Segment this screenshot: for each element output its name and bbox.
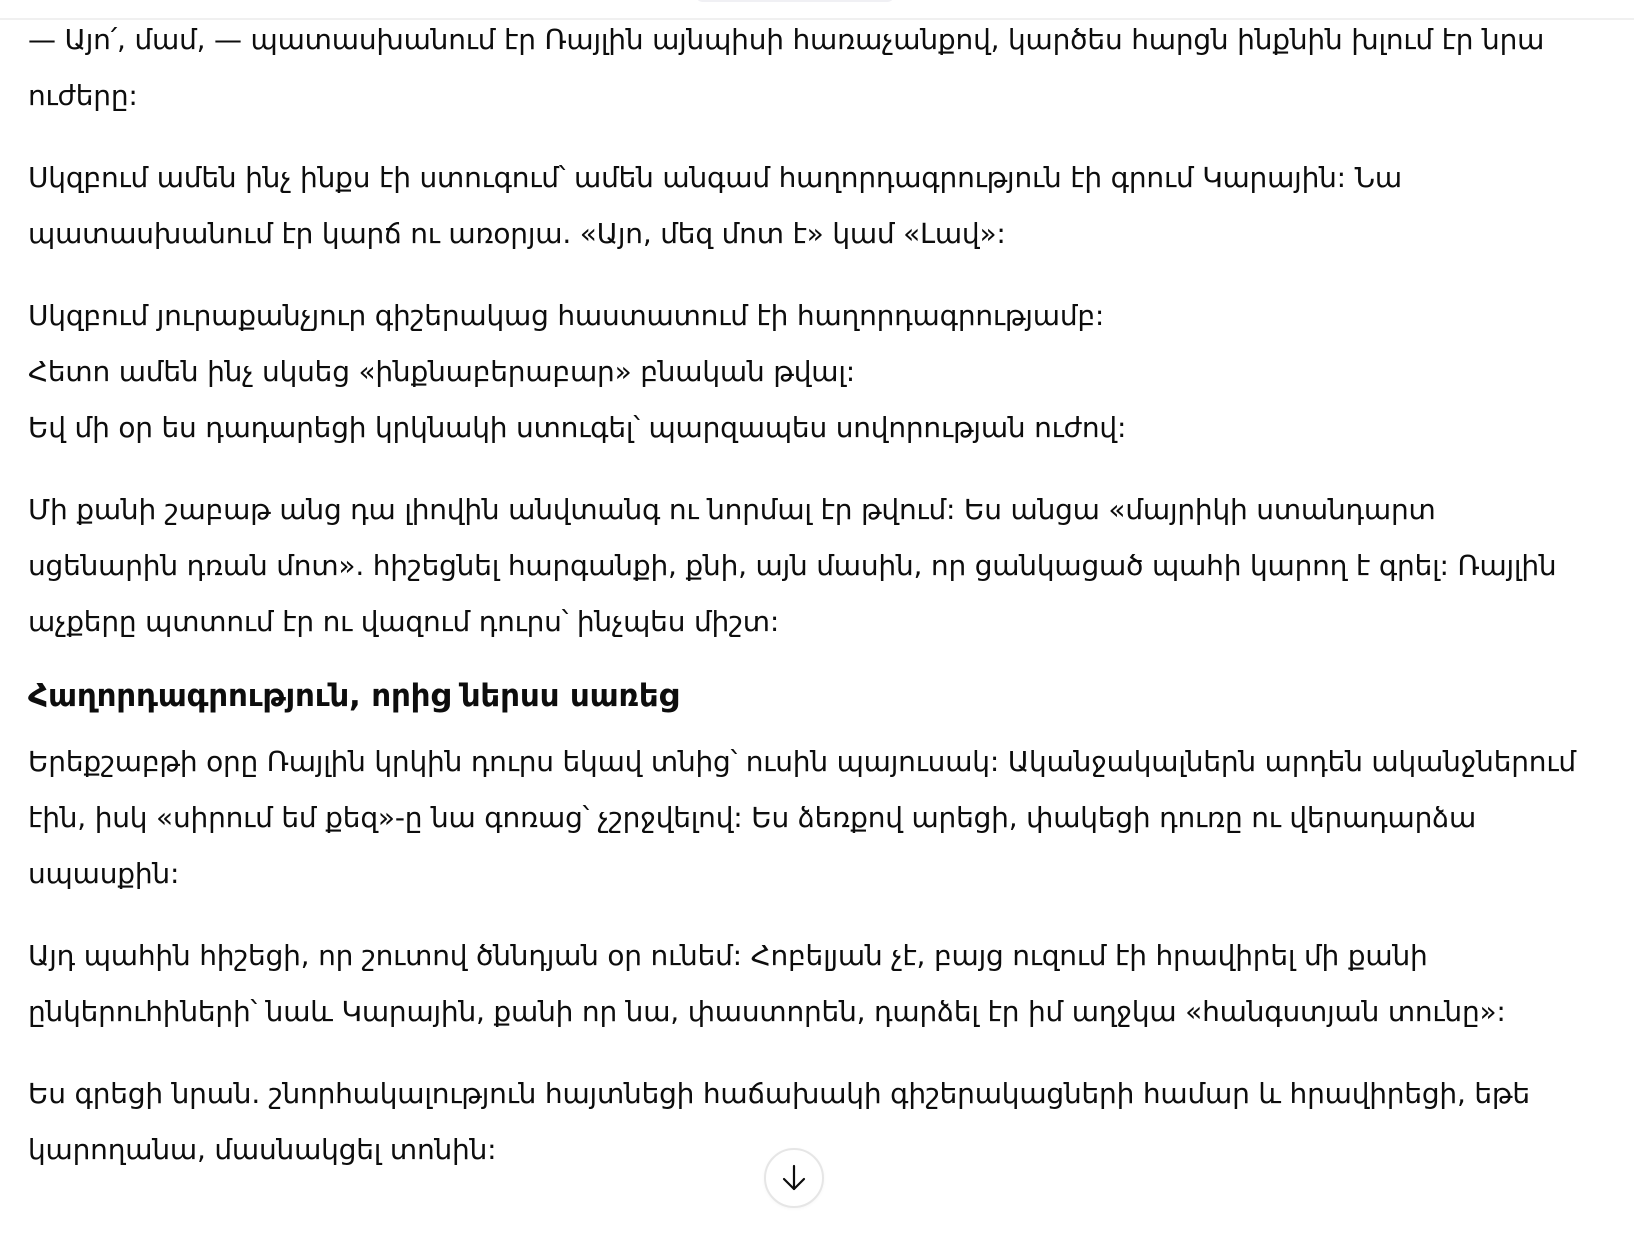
paragraph-5 (28, 734, 1588, 902)
paragraph-6 (28, 928, 1588, 1040)
paragraph-4 (28, 482, 1588, 650)
arrow-down-icon (781, 1163, 807, 1193)
top-pill (695, 0, 895, 2)
paragraph-line: Սկզբում յուրաքանչյուր գիշերակաց հաստատում էի հաղորդագրությամբ: (28, 299, 1105, 332)
article-content (28, 12, 1588, 1204)
section-heading: Հաղորդագրություն, որից ներսս սառեց (28, 678, 679, 714)
paragraph-text: Սկզբում ամեն ինչ ինքս էի ստուգում՝ ամեն անգամ հաղորդագրություն էի գրում Կարային: Նա պատասխանում էր կարճ ու առօրյա. «Այո, մեզ մոտ է» կամ «Լավ»: (28, 161, 1402, 250)
scroll-to-bottom-button[interactable] (764, 1148, 824, 1208)
paragraph-text: — Այո՛, մամ, — պատասխանում էր Ռայլին այնպիսի հառաչանքով, կարծես հարցն ինքնին խլում էր նրա ուժերը: (28, 23, 1545, 112)
paragraph-1 (28, 12, 1588, 124)
top-bar (0, 0, 1634, 20)
paragraph-text: Մի քանի շաբաթ անց դա լիովին անվտանգ ու նորմալ էր թվում: Ես անցա «մայրիկի ստանդարտ սցենարին դռան մոտ». հիշեցնել հարգանքի, քնի, այն մասին, որ ցանկացած պահի կարող է գրել: Ռայլին աչքերը պտտում էր ու վազում դուրս՝ ինչպես միշտ: (28, 493, 1557, 638)
paragraph-3 (28, 288, 1588, 456)
paragraph-text: Ես գրեցի նրան. շնորհակալություն հայտնեցի հաճախակի գիշերակացների համար և հրավիրեցի, եթե կարողանա, մասնակցել տոնին: (28, 1077, 1530, 1166)
paragraph-2 (28, 150, 1588, 262)
paragraph-text: Երեքշաբթի օրը Ռայլին կրկին դուրս եկավ տնից՝ ուսին պայուսակ: Ականջակալներն արդեն ականջներում էին, իսկ «սիրում եմ քեզ»-ը նա գոռաց՝ չշրջվելով: Ես ձեռքով արեցի, փակեցի դուռը ու վերադարձա սպասքին: (28, 745, 1576, 890)
paragraph-line: Հետո ամեն ինչ սկսեց «ինքնաբերաբար» բնական թվալ: (28, 355, 855, 388)
paragraph-text: Այդ պահին հիշեցի, որ շուտով ծննդյան օր ունեմ: Հոբելյան չէ, բայց ուզում էի հրավիրել մի քանի ընկերուհիների՝ նաև Կարային, քանի որ նա, փաստորեն, դարձել էր իմ աղջկա «հանգստյան տունը»: (28, 939, 1506, 1028)
paragraph-line: Եվ մի օր ես դադարեցի կրկնակի ստուգել՝ պարզապես սովորության ուժով: (28, 411, 1127, 444)
